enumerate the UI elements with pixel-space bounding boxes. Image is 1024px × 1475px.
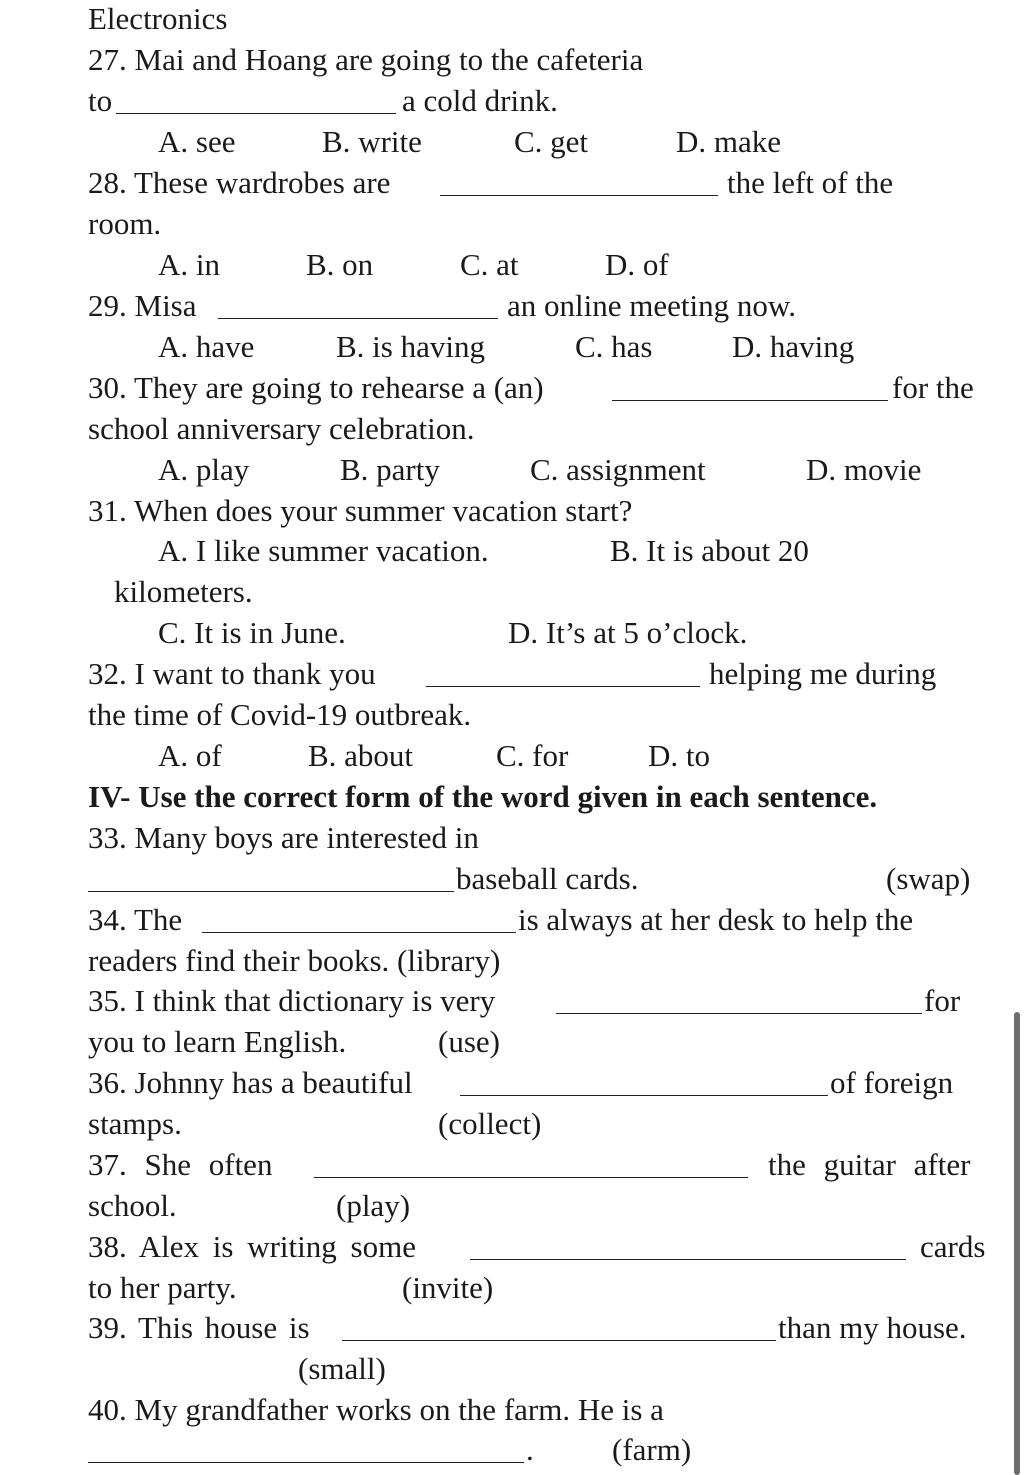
q29-stem-start: 29. Misa (88, 288, 197, 323)
q39-stem-end: than my house. (778, 1310, 967, 1345)
q28-option-b[interactable]: B. on (306, 247, 374, 282)
q27-option-a[interactable]: A. see (158, 124, 236, 159)
q28-answer-blank[interactable] (440, 195, 718, 196)
q35-given-word: (use) (438, 1024, 500, 1059)
q40-stem-end: . (526, 1432, 534, 1467)
q34-answer-blank[interactable] (202, 932, 516, 933)
q36-given-word: (collect) (438, 1106, 542, 1141)
q34-stem-start: 34. The (88, 902, 183, 937)
q37-given-word: (play) (336, 1188, 411, 1223)
q35-answer-blank[interactable] (556, 1013, 922, 1014)
q36-stem-mid: of foreign (830, 1065, 954, 1100)
q28-stem-start: 28. These wardrobes are (88, 165, 391, 200)
q33-answer-blank[interactable] (88, 891, 454, 892)
q40-answer-blank[interactable] (88, 1462, 524, 1463)
q38-stem-mid: cards (920, 1229, 986, 1264)
q27-stem-line1: 27. Mai and Hoang are going to the cafeteria (88, 42, 644, 77)
q30-stem-mid: for the (892, 370, 974, 405)
q29-stem-end: an online meeting now. (507, 288, 796, 323)
vertical-scrollbar[interactable] (1014, 1012, 1020, 1475)
q27-option-d[interactable]: D. make (676, 124, 782, 159)
q30-option-d[interactable]: D. movie (806, 452, 922, 487)
q27-stem-to: to (88, 83, 113, 118)
q31-stem: 31. When does your summer vacation start? (88, 493, 633, 528)
q30-stem-start: 30. They are going to rehearse a (an) (88, 370, 544, 405)
q33-stem-end: baseball cards. (456, 861, 639, 896)
q34-stem-end: readers find their books. (library) (88, 943, 501, 978)
q30-option-b[interactable]: B. party (340, 452, 440, 487)
q37-stem-end: school. (88, 1188, 177, 1223)
q31-option-b[interactable]: B. It is about 20 (610, 533, 809, 568)
q40-stem-start: 40. My grandfather works on the farm. He is a (88, 1392, 664, 1427)
q36-stem-end: stamps. (88, 1106, 182, 1141)
q34-stem-mid: is always at her desk to help the (518, 902, 914, 937)
q27-stem-end: a cold drink. (402, 83, 558, 118)
q32-stem-mid: helping me during (709, 656, 937, 691)
q33-given-word: (swap) (886, 861, 971, 896)
q28-option-d[interactable]: D. of (605, 247, 669, 282)
q28-stem-end: room. (88, 206, 162, 241)
q35-stem-end: you to learn English. (88, 1024, 347, 1059)
q38-stem-end: to her party. (88, 1270, 237, 1305)
q31-option-c[interactable]: C. It is in June. (158, 615, 346, 650)
q37-stem-mid: the guitar after (768, 1147, 971, 1182)
q31-option-a[interactable]: A. I like summer vacation. (158, 533, 489, 568)
q30-stem-end: school anniversary celebration. (88, 411, 475, 446)
section-iv-title: IV- Use the correct form of the word given in each sentence. (88, 779, 878, 814)
q32-answer-blank[interactable] (426, 686, 700, 687)
q29-option-c[interactable]: C. has (575, 329, 653, 364)
heading-partial: Electronics (88, 1, 228, 36)
q28-option-c[interactable]: C. at (460, 247, 519, 282)
q31-option-b-cont[interactable]: kilometers. (114, 574, 253, 609)
q35-stem-start: 35. I think that dictionary is very (88, 983, 496, 1018)
q40-given-word: (farm) (612, 1432, 692, 1467)
q38-stem-start: 38. Alex is writing some (88, 1229, 416, 1264)
q32-stem-start: 32. I want to thank you (88, 656, 376, 691)
q32-stem-end: the time of Covid-19 outbreak. (88, 697, 472, 732)
q37-stem-start: 37. She often (88, 1147, 273, 1182)
q36-answer-blank[interactable] (460, 1095, 828, 1096)
q30-option-a[interactable]: A. play (158, 452, 250, 487)
q27-option-c[interactable]: C. get (514, 124, 589, 159)
q32-option-c[interactable]: C. for (496, 738, 569, 773)
q29-option-d[interactable]: D. having (732, 329, 855, 364)
q28-option-a[interactable]: A. in (158, 247, 220, 282)
q30-answer-blank[interactable] (612, 400, 888, 401)
q32-option-b[interactable]: B. about (308, 738, 414, 773)
q37-answer-blank[interactable] (314, 1177, 748, 1178)
q35-stem-mid: for (924, 983, 961, 1018)
q27-answer-blank[interactable] (116, 113, 396, 114)
q38-given-word: (invite) (402, 1270, 494, 1305)
q29-option-a[interactable]: A. have (158, 329, 255, 364)
q31-option-d[interactable]: D. It’s at 5 o’clock. (508, 615, 748, 650)
q32-option-d[interactable]: D. to (648, 738, 710, 773)
q39-answer-blank[interactable] (342, 1340, 776, 1341)
q39-given-word: (small) (298, 1351, 386, 1386)
q30-option-c[interactable]: C. assignment (530, 452, 706, 487)
q39-stem-start: 39. This house is (88, 1310, 310, 1345)
q38-answer-blank[interactable] (470, 1259, 906, 1260)
q28-stem-mid: the left of the (727, 165, 894, 200)
q33-stem-start: 33. Many boys are interested in (88, 820, 479, 855)
q29-answer-blank[interactable] (218, 318, 498, 319)
q32-option-a[interactable]: A. of (158, 738, 222, 773)
q36-stem-start: 36. Johnny has a beautiful (88, 1065, 413, 1100)
q29-option-b[interactable]: B. is having (336, 329, 485, 364)
q27-option-b[interactable]: B. write (322, 124, 422, 159)
